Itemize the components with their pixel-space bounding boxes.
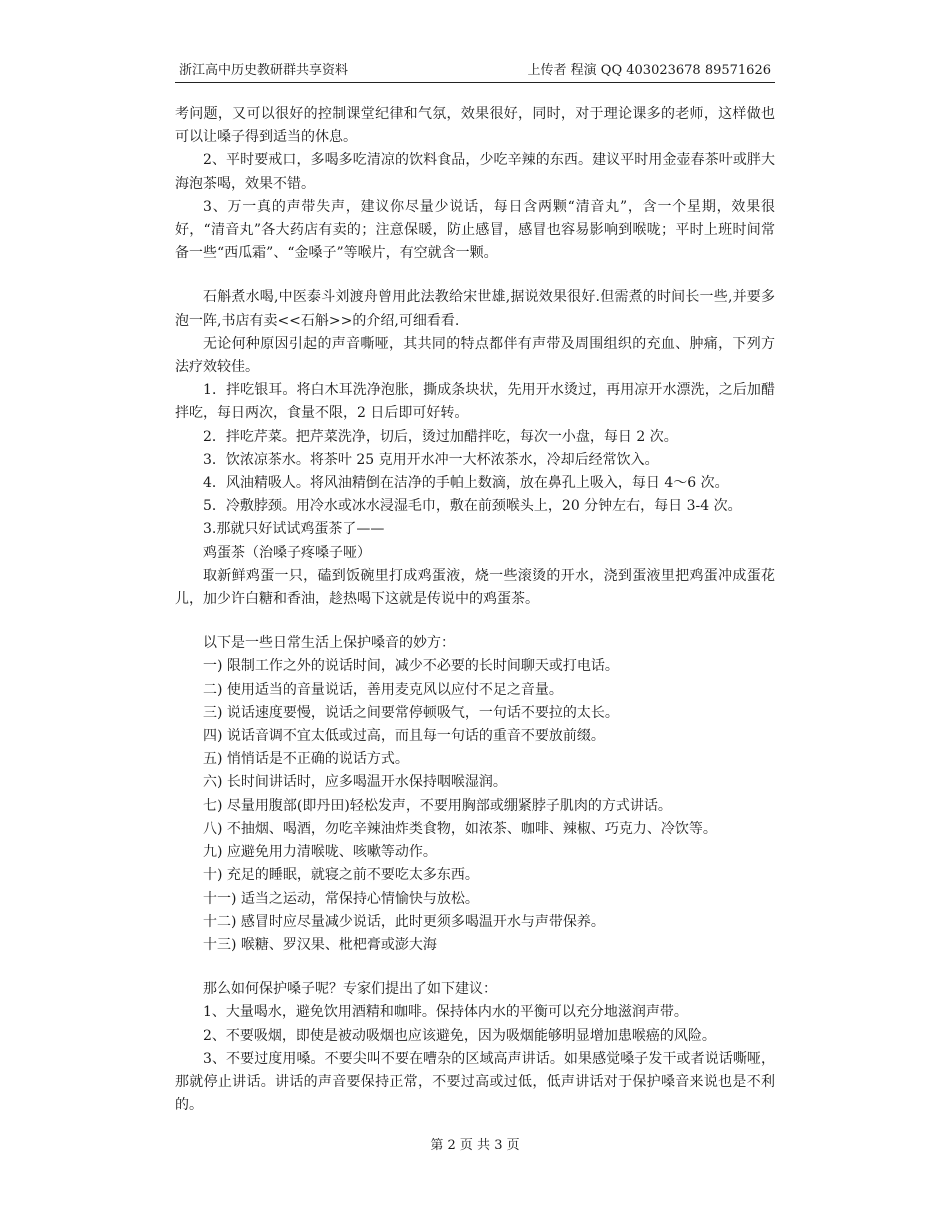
paragraph: 1、大量喝水，避免饮用酒精和咖啡。保持体内水的平衡可以充分地滋润声带。 (203, 1004, 688, 1021)
paragraph: 2．拌吃芹菜。把芹菜洗净，切后，烫过加醋拌吃，每次一小盘，每日 2 次。 (203, 428, 678, 445)
paragraph-gap (175, 611, 775, 632)
list-item: 九) 应避免用力清喉咙、咳嗽等动作。 (203, 844, 437, 861)
paragraph: 2、平时要戒口，多喝多吃清凉的饮料食品，少吃辛辣的东西。建议平时用金壶春茶叶或胖大海泡茶喝，效果不错。 (175, 152, 775, 192)
paragraph: 3、万一真的声带失声，建议你尽量少说话，每日含两颗“清音丸”，含一个星期，效果很好，“清音丸”各大药店有卖的；注意保暖，防止感冒，感冒也容易影响到喉咙；平时上班时间常备一些“西瓜霜”、“金嗓子”等喉片，有空就含一颗。 (175, 198, 775, 262)
list-item: 三) 说话速度要慢，说话之间要常停顿吸气，一句话不要拉的太长。 (203, 704, 619, 721)
paragraph: 石斛煮水喝,中医泰斗刘渡舟曾用此法教给宋世雄,据说效果很好.但需煮的时间长一些,并要多泡一阵,书店有卖<<石斛>>的介绍,可细看看. (175, 289, 775, 329)
list-item: 十二) 感冒时应尽量减少说话，此时更须多喝温开水与声带保养。 (203, 913, 605, 930)
list-item: 八) 不抽烟、喝酒，勿吃辛辣油炸类食物，如浓茶、咖啡、辣椒、巧克力、冷饮等。 (203, 820, 717, 837)
paragraph: 2、不要吸烟，即使是被动吸烟也应该避免，因为吸烟能够明显增加患喉癌的风险。 (203, 1027, 716, 1044)
paragraph-gap (175, 957, 775, 978)
list-item: 十一) 适当之运动，常保持心情愉快与放松。 (203, 890, 479, 907)
paragraph: 5．冷敷脖颈。用冷水或冰水浸湿毛巾，敷在前颈喉头上，20 分钟左右，每日 3-4 次。 (203, 498, 742, 515)
paragraph: 1．拌吃银耳。将白木耳洗净泡胀，撕成条块状，先用开水烫过，再用凉开水漂洗，之后加醋拌吃，每日两次，食量不限，2 日后即可好转。 (175, 382, 775, 422)
paragraph: 那么如何保护嗓子呢？专家们提出了如下建议： (203, 981, 497, 998)
paragraph: 以下是一些日常生活上保护嗓音的妙方： (203, 635, 455, 652)
header-source: 浙江高中历史教研群共享资料 (179, 63, 349, 78)
page-header (175, 60, 775, 83)
list-item: 一) 限制工作之外的说话时间，减少不必要的长时间聊天或打电话。 (203, 658, 619, 675)
paragraph-gap (175, 265, 775, 286)
paragraph: 取新鲜鸡蛋一只，磕到饭碗里打成鸡蛋液，烧一些滚烫的开水，浇到蛋液里把鸡蛋冲成蛋花儿，加少许白糖和香油，趁热喝下这就是传说中的鸡蛋茶。 (175, 567, 775, 608)
paragraph: 无论何种原因引起的声音嘶哑，其共同的特点都伴有声带及周围组织的充血、肿痛，下列方法疗效较佳。 (175, 335, 775, 376)
paragraph: 4．风油精吸人。将风油精倒在洁净的手帕上数滴，放在鼻孔上吸入，每日 4～6 次。 (203, 475, 729, 492)
list-item: 四) 说话音调不宜太低或过高，而且每一句话的重音不要放前缀。 (203, 728, 605, 745)
list-item: 二) 使用适当的音量说话，善用麦克风以应付不足之音量。 (203, 681, 563, 698)
list-item: 六) 长时间讲话时，应多喝温开水保持咽喉湿润。 (203, 774, 507, 791)
paragraph: 考问题，又可以很好的控制课堂纪律和气氛，效果很好，同时，对于理论课多的老师，这样做也可以让嗓子得到适当的休息。 (175, 106, 775, 146)
list-item: 十三) 喉糖、罗汉果、枇杷膏或澎大海 (203, 936, 437, 953)
list-item: 十) 充足的睡眠，就寝之前不要吃太多东西。 (203, 867, 479, 884)
paragraph: 3．饮浓凉茶水。将茶叶 25 克用开水冲一大杯浓茶水，冷却后经常饮入。 (203, 451, 659, 468)
page-number: 第 2 页 共 3 页 (430, 1138, 520, 1153)
list-item: 五) 悄悄话是不正确的说话方式。 (203, 751, 409, 768)
list-item: 七) 尽量用腹部(即丹田)轻松发声，不要用胸部或绷紧脖子肌肉的方式讲话。 (203, 797, 672, 814)
header-uploader: 上传者 程演 QQ 403023678 89571626 (527, 63, 771, 78)
paragraph: 3、不要过度用嗓。不要尖叫不要在嘈杂的区域高声讲话。如果感觉嗓子发干或者说话嘶哑，那就停止讲话。讲话的声音要保持正常，不要过高或过低，低声讲话对于保护嗓音来说也是不利的。 (175, 1050, 775, 1114)
document-body (175, 103, 775, 1117)
paragraph: 鸡蛋茶（治嗓子疼嗓子哑） (203, 544, 371, 561)
paragraph: 3.那就只好试试鸡蛋茶了—— (203, 521, 385, 538)
